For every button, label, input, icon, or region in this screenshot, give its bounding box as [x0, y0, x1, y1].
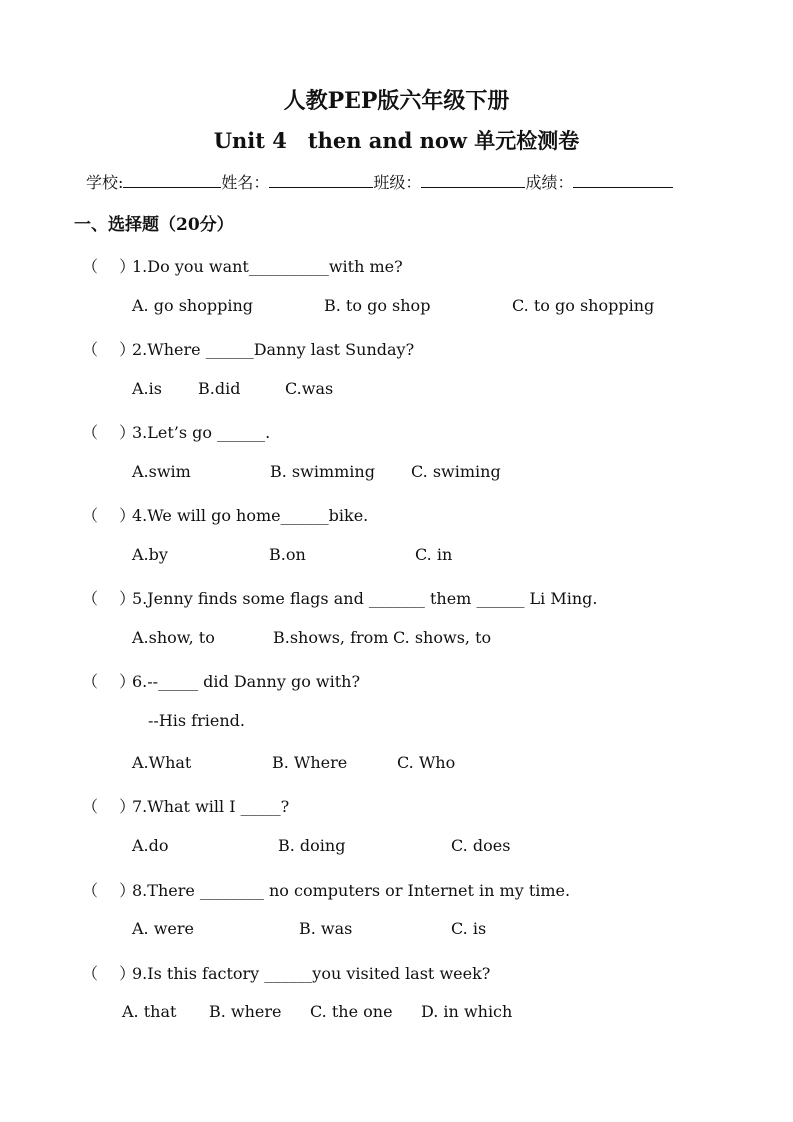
section-title: 一、选择题（20分）: [74, 215, 234, 235]
option-a: A.by: [132, 545, 168, 564]
class-label: 班级：: [373, 173, 422, 192]
answer-paren: （ ）: [82, 797, 136, 816]
question-4: [82, 503, 368, 526]
option-b: B. swimming: [270, 462, 375, 481]
answer-paren: （ ）: [82, 881, 136, 900]
answer-paren: （ ）: [82, 964, 136, 983]
option-c: C. is: [451, 919, 487, 938]
question-text: 8.There ________ no computers or Internet in my time.: [132, 881, 571, 900]
option-c: C.was: [285, 379, 334, 398]
question-text: 3.Let’s go ______.: [132, 423, 271, 442]
option-c: C. the one: [310, 1002, 393, 1021]
question-text: 1.Do you want__________with me?: [132, 257, 403, 276]
question-text: 4.We will go home______bike.: [132, 506, 369, 525]
dialogue-answer-line: --His friend.: [148, 711, 245, 730]
score-label: 成绩：: [525, 173, 574, 192]
answer-paren: （ ）: [82, 589, 136, 608]
question-9: [82, 961, 490, 984]
question-5: [82, 586, 597, 609]
school-label: 学校:: [86, 173, 124, 192]
answer-paren: （ ）: [82, 672, 136, 691]
document-subtitle: Unit 4 then and now 单元检测卷: [213, 128, 580, 153]
answer-paren: （ ）: [82, 506, 136, 525]
option-b: B. Where: [272, 753, 348, 772]
option-c: C. to go shopping: [512, 296, 655, 315]
option-c: C. swiming: [411, 462, 501, 481]
option-c: C. in: [415, 545, 453, 564]
option-a: A.What: [132, 753, 192, 772]
question-7: [82, 794, 289, 817]
name-blank: [269, 173, 373, 188]
option-b: B.did: [198, 379, 241, 398]
question-2: [82, 337, 414, 360]
option-b: B. where: [209, 1002, 282, 1021]
question-8: [82, 878, 570, 901]
option-b: B. to go shop: [324, 296, 431, 315]
option-b: B.on: [269, 545, 306, 564]
option-c: C. Who: [397, 753, 456, 772]
option-a: A.show, to: [132, 628, 215, 647]
answer-paren: （ ）: [82, 257, 136, 276]
option-a: A.do: [132, 836, 169, 855]
question-text: 2.Where ______Danny last Sunday?: [132, 340, 415, 359]
school-blank: [123, 173, 221, 188]
question-text: 6.--_____ did Danny go with?: [132, 672, 361, 691]
question-1: [82, 254, 403, 277]
option-b: B. doing: [278, 836, 346, 855]
option-c: C. does: [451, 836, 511, 855]
name-label: 姓名：: [221, 173, 270, 192]
option-a: A. were: [132, 919, 195, 938]
option-b: B. was: [299, 919, 353, 938]
score-blank: [573, 173, 673, 188]
answer-paren: （ ）: [82, 423, 136, 442]
option-d: D. in which: [421, 1002, 513, 1021]
option-a: A. that: [122, 1002, 177, 1021]
document-title: 人教PEP版六年级下册: [283, 88, 510, 114]
option-a: A.is: [132, 379, 162, 398]
option-a: A.swim: [132, 462, 191, 481]
question-3: [82, 420, 270, 443]
question-6: [82, 669, 360, 692]
class-blank: [421, 173, 525, 188]
option-b: B.shows, from: [273, 628, 389, 647]
option-c: C. shows, to: [393, 628, 492, 647]
question-text: 5.Jenny finds some flags and _______ them ______ Li Ming.: [132, 589, 598, 608]
student-info-row: [86, 170, 673, 193]
answer-paren: （ ）: [82, 340, 136, 359]
option-a: A. go shopping: [132, 296, 253, 315]
question-text: 7.What will I _____?: [132, 797, 290, 816]
question-text: 9.Is this factory ______you visited last week?: [132, 964, 491, 983]
